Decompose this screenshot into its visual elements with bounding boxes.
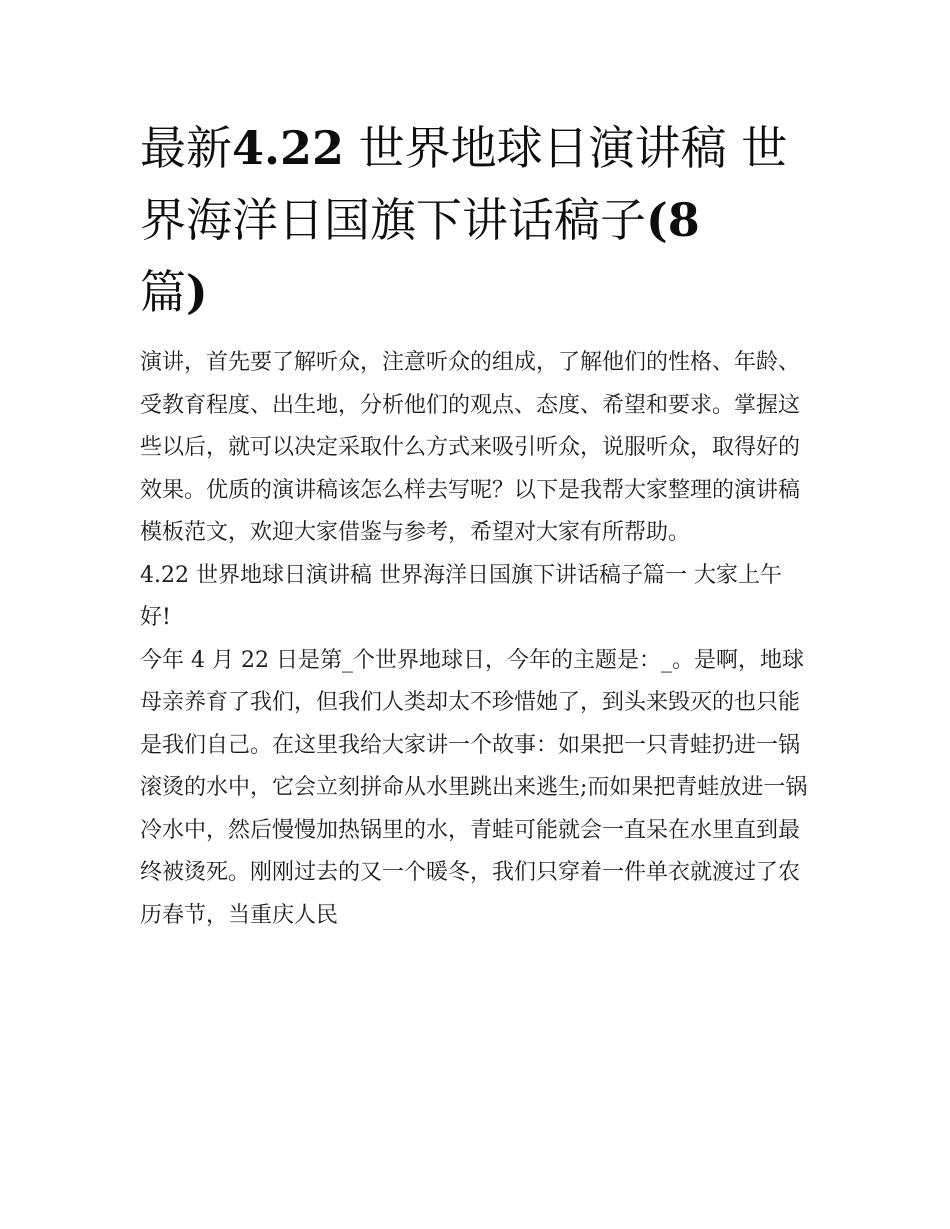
title-number-3: ) — [186, 265, 208, 319]
document-title — [140, 112, 812, 328]
title-number-2: (8 — [646, 193, 700, 247]
title-part-1: 最新 — [140, 121, 232, 175]
document-content — [140, 112, 812, 937]
title-part-2: 世界地球日演讲稿 世界海洋日国旗下讲话稿子 — [140, 121, 788, 247]
section-heading-paragraph: 4.22 世界地球日演讲稿 世界海洋日国旗下讲话稿子篇一 大家上午好! — [140, 562, 782, 630]
title-number: 4.22 — [232, 121, 345, 175]
title-part-3: 篇 — [140, 265, 186, 319]
speech-paragraph: 今年 4 月 22 日是第_个世界地球日，今年的主题是：_。是啊，地球母亲养育了我们，但我们人类却太不珍惜她了，到头来毁灭的也只能是我们自己。在这里我给大家讲一个故事：如果把一只青蛙扔进一锅滚烫的水中，它会立刻拼命从水里跳出来逃生;而如果把青蛙放进一锅冷水中，然后慢慢加热锅里的水，青蛙可能就会一直呆在水里直到最终被烫死。刚刚过去的又一个暖冬，我们只穿着一件单衣就渡过了农历春节，当重庆人民 — [140, 647, 808, 928]
intro-paragraph: 演讲，首先要了解听众，注意听众的组成，了解他们的性格、年龄、受教育程度、出生地，分析他们的观点、态度、希望和要求。掌握这些以后，就可以决定采取什么方式来吸引听众，说服听众，取得好的效果。优质的演讲稿该怎么样去写呢？以下是我帮大家整理的演讲稿模板范文，欢迎大家借鉴与参考，希望对大家有所帮助。 — [140, 350, 801, 545]
